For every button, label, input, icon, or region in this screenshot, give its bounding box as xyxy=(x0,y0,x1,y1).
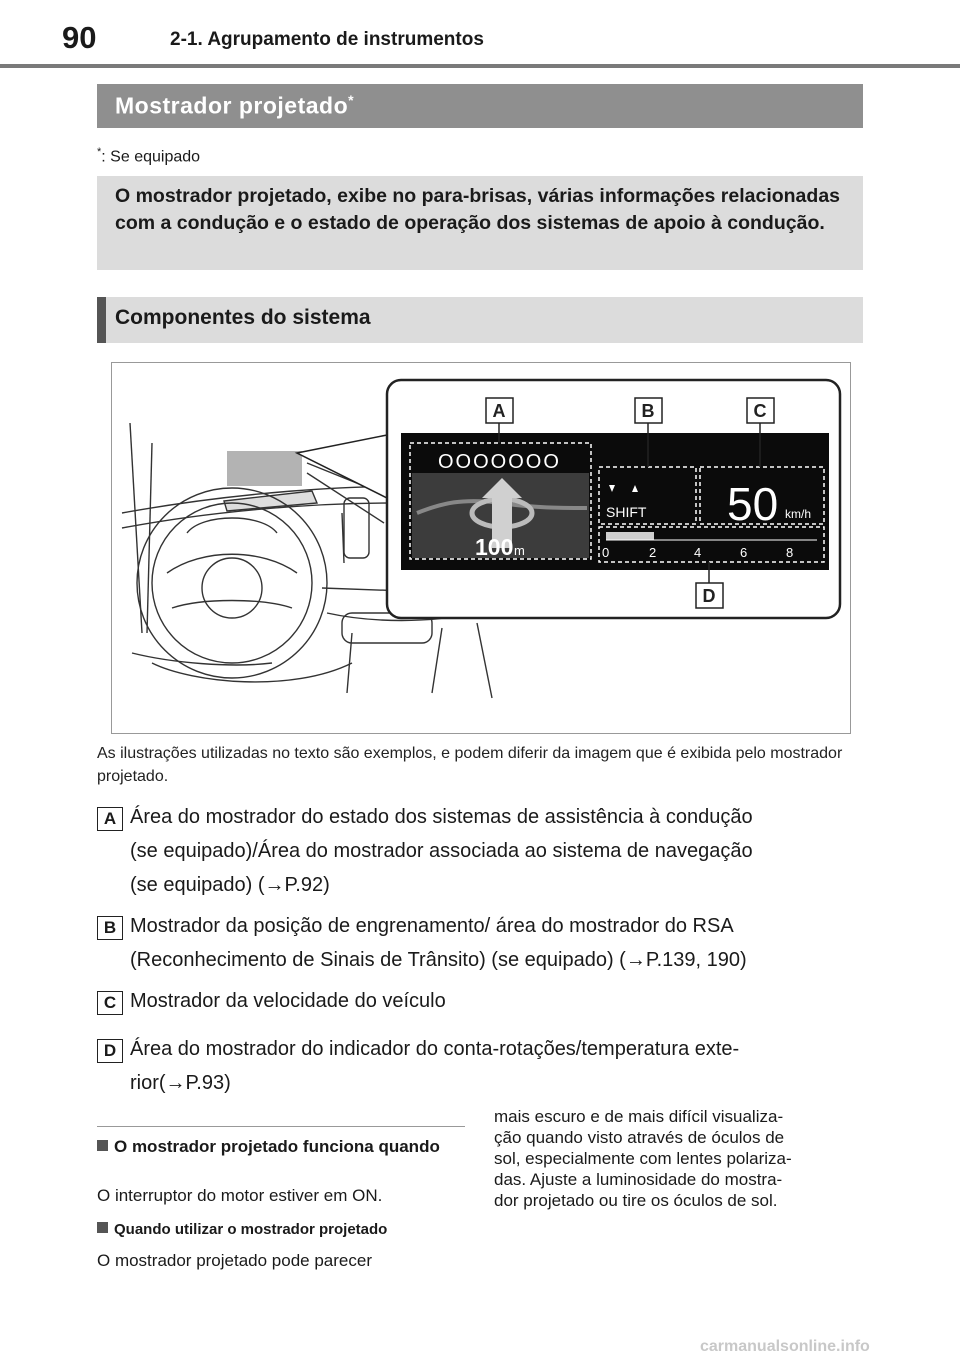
tacho-tick-2: 2 xyxy=(649,545,657,560)
nav-distance: 100 xyxy=(475,534,514,560)
speed-value: 50 xyxy=(727,478,779,530)
shift-label: SHIFT xyxy=(606,504,647,520)
footnote-mark: * xyxy=(97,146,102,158)
callout-c-label: C xyxy=(753,401,767,421)
note-text-2: O mostrador projetado pode parecer xyxy=(97,1251,372,1270)
tacho-fill xyxy=(606,532,654,540)
hud-projection-area xyxy=(227,451,302,486)
note-heading-1: O mostrador projetado funciona quando xyxy=(97,1136,465,1157)
item-line: Mostrador da posição de engrenamento/ área do mostrador do RSA xyxy=(130,915,734,937)
tacho-tick-0: 0 xyxy=(602,545,610,560)
item-line: rior(→P.93) xyxy=(130,1072,231,1094)
note-heading-2: Quando utilizar o mostrador projetado xyxy=(97,1221,387,1238)
callout-d-label: D xyxy=(702,586,716,606)
item-line: Mostrador da velocidade do veículo xyxy=(130,990,446,1012)
section-title-bar xyxy=(97,84,863,128)
note-text-2-continued: mais escuro e de mais difícil visualiza- ção quando visto através de óculos de sol, especialmente com lentes polariza- das. Ajuste a luminosidade do mostra- dor projetado ou tire os óculos de sol. xyxy=(494,1107,792,1210)
callout-a-label: A xyxy=(492,401,506,421)
section-title: Mostrador projetado* xyxy=(115,92,355,119)
subsection-title: Componentes do sistema xyxy=(115,306,371,329)
intro-box xyxy=(97,176,863,270)
speed-unit: km/h xyxy=(785,507,812,521)
callout-b-label: B xyxy=(641,401,655,421)
item-badge: A xyxy=(97,807,123,831)
tacho-tick-4: 4 xyxy=(694,545,702,560)
item-line: (se equipado) (→P.92) xyxy=(130,874,330,896)
section-title-mark: * xyxy=(348,92,355,108)
note-text-1: O interruptor do motor estiver em ON. xyxy=(97,1186,383,1205)
notes-rule xyxy=(97,1126,465,1127)
system-figure xyxy=(111,362,851,734)
page-number: 90 xyxy=(62,20,97,55)
square-bullet-icon xyxy=(97,1140,108,1151)
item-line: Área do mostrador do estado dos sistemas de assistência à condução xyxy=(130,806,753,828)
item-badge: B xyxy=(97,916,123,940)
item-line: (se equipado)/Área do mostrador associada ao sistema de navegação xyxy=(130,840,753,862)
subsection-bar xyxy=(97,297,863,343)
footnote-text: : Se equipado xyxy=(101,148,201,166)
item-line: Área do mostrador do indicador do conta-rotações/temperatura exte- xyxy=(130,1038,740,1060)
item-badge: D xyxy=(97,1039,123,1063)
watermark: carmanualsonline.info xyxy=(700,1338,870,1355)
tacho-tick-6: 6 xyxy=(740,545,748,560)
subsection-accent xyxy=(97,297,106,343)
item-line: (Reconhecimento de Sinais de Trânsito) (se equipado) (→P.139, 190) xyxy=(130,949,747,971)
nav-circles: OOOOOOO xyxy=(438,451,561,473)
header-rule xyxy=(0,64,960,68)
square-bullet-icon xyxy=(97,1222,108,1233)
item-badge: C xyxy=(97,991,123,1015)
nav-distance-unit: m xyxy=(514,543,525,558)
dashboard-illustration xyxy=(112,363,850,733)
tacho-tick-8: 8 xyxy=(786,545,794,560)
chapter-title: 2-1. Agrupamento de instrumentos xyxy=(170,29,484,50)
intro-text: O mostrador projetado, exibe no para-brisas, várias informações relacionadas com a condução e o estado de operação dos sistemas de apoio à condução. xyxy=(115,185,841,234)
footnote xyxy=(97,146,200,166)
figure-caption: As ilustrações utilizadas no texto são exemplos, e podem diferir da imagem que é exibida pelo mostrador projetado. xyxy=(97,745,843,785)
